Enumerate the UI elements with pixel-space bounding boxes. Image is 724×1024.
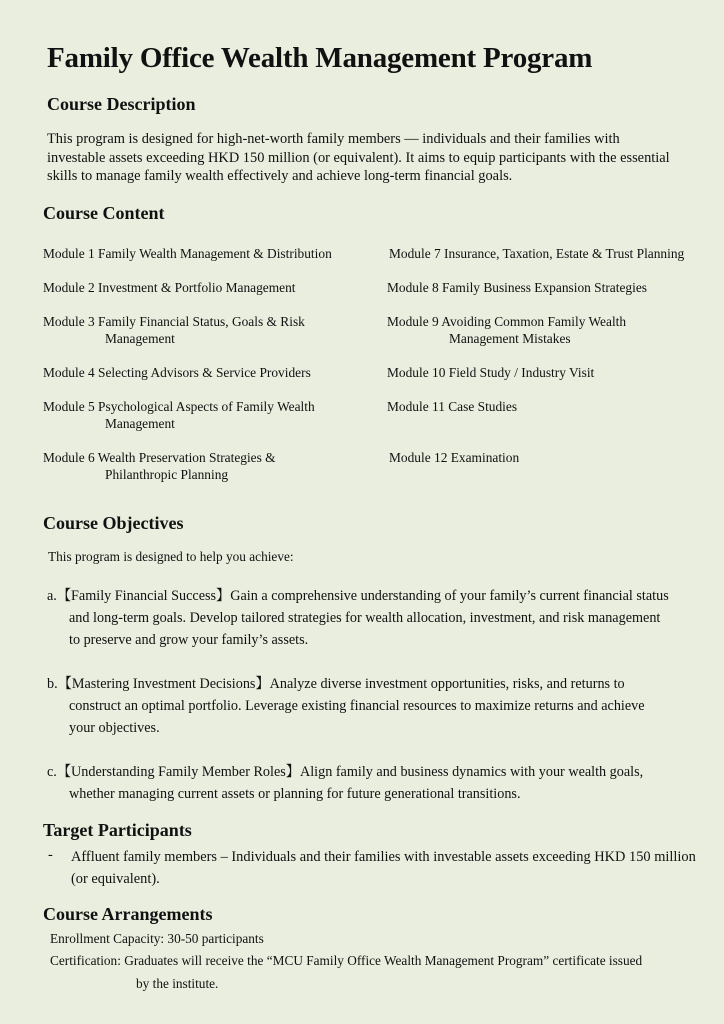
module-item: Module 9 Avoiding Common Family Wealth Management Mistakes xyxy=(387,314,627,346)
objective-item: b.【Mastering Investment Decisions】Analyze diverse investment opportunities, risks, and returns to construct an optimal portfolio. Leverage existing financial resources to maximize returns and achieve your objectives. xyxy=(47,676,645,736)
module-item: Module 5 Psychological Aspects of Family Wealth Management xyxy=(43,399,315,431)
description-line: skills to manage family wealth effectively and achieve long-term financial goals. xyxy=(47,168,513,184)
module-item: Module 10 Field Study / Industry Visit xyxy=(387,365,595,380)
page-title: Family Office Wealth Management Program xyxy=(47,42,593,74)
arrangements-heading: Course Arrangements xyxy=(43,904,213,924)
module-item: Module 11 Case Studies xyxy=(387,399,518,414)
objective-item: a.【Family Financial Success】Gain a comprehensive understanding of your family’s current financial status and long-term goals. Develop tailored strategies for wealth allocation, investment, and risk management to preserve and grow your family’s assets. xyxy=(47,588,669,648)
module-item: Module 12 Examination xyxy=(389,450,520,465)
description-line: investable assets exceeding HKD 150 million (or equivalent). It aims to equip participants with the essential xyxy=(47,149,670,166)
module-item: Module 4 Selecting Advisors & Service Providers xyxy=(43,365,311,380)
module-item: Module 8 Family Business Expansion Strategies xyxy=(387,280,647,295)
objective-item: c.【Understanding Family Member Roles】Align family and business dynamics with your wealth goals, whether managing current assets or planning for future generational transitions. xyxy=(47,764,644,802)
objectives-intro: This program is designed to help you achieve: xyxy=(48,549,294,564)
participants-text: Affluent family members – Individuals and their families with investable assets exceeding HKD 150 million (or equivalent). xyxy=(71,849,696,887)
participants-bullet: - xyxy=(48,847,53,863)
content-heading: Course Content xyxy=(43,203,165,223)
module-item: Module 6 Wealth Preservation Strategies & Philanthropic Planning xyxy=(43,450,276,482)
module-item: Module 7 Insurance, Taxation, Estate & Trust Planning xyxy=(389,246,685,261)
module-item: Module 1 Family Wealth Management & Distribution xyxy=(43,246,332,261)
objectives-heading: Course Objectives xyxy=(43,513,184,533)
certification-line: by the institute. xyxy=(136,976,219,991)
description-heading: Course Description xyxy=(47,94,196,114)
description-line: This program is designed for high-net-worth family members — individuals and their families with xyxy=(47,131,620,147)
certification-line: Certification: Graduates will receive the “MCU Family Office Wealth Management Program” certificate issued xyxy=(50,953,643,968)
description-paragraph xyxy=(47,130,670,186)
module-item: Module 3 Family Financial Status, Goals & Risk Management xyxy=(43,314,305,346)
participants-heading: Target Participants xyxy=(43,820,192,840)
module-item: Module 2 Investment & Portfolio Management xyxy=(43,280,296,295)
enrollment-capacity: Enrollment Capacity: 30-50 participants xyxy=(50,931,264,946)
